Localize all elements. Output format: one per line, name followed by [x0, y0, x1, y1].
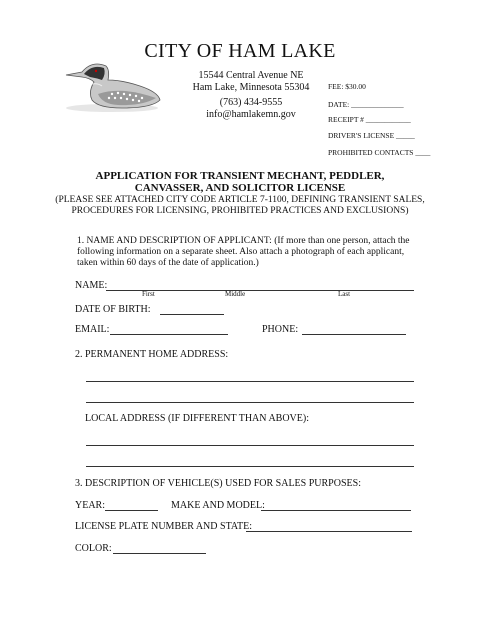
- email-line[interactable]: [110, 334, 228, 335]
- section-1-instructions: 1. NAME AND DESCRIPTION OF APPLICANT: (If more than one person, attach the following information on a separate sheet. Also attach a photograph of each applicant, taken within 60 days of the date of application.): [77, 236, 410, 268]
- phone-label: PHONE:: [262, 324, 299, 335]
- dob-line[interactable]: [160, 314, 224, 315]
- make-model-line[interactable]: [261, 510, 411, 511]
- vehicle-section-label: 3. DESCRIPTION OF VEHICLE(S) USED FOR SALES PURPOSES:: [75, 478, 361, 489]
- middle-name-caption: Middle: [225, 290, 246, 298]
- local-address-line-1[interactable]: [86, 445, 414, 446]
- permanent-address-label: 2. PERMANENT HOME ADDRESS:: [75, 349, 229, 360]
- local-address-line-2[interactable]: [86, 466, 414, 467]
- form-title-line-1: APPLICATION FOR TRANSIENT MECHANT, PEDDLER,: [95, 170, 385, 182]
- email-label: EMAIL:: [75, 324, 110, 335]
- city-phone: (763) 434-9555: [219, 97, 283, 108]
- office-receipt: RECEIPT # ____________: [328, 115, 411, 124]
- phone-line[interactable]: [302, 334, 406, 335]
- color-label: COLOR:: [75, 543, 112, 554]
- name-label: NAME:: [75, 280, 108, 291]
- last-name-caption: Last: [338, 290, 351, 298]
- license-plate-line[interactable]: [246, 531, 412, 532]
- license-plate-label: LICENSE PLATE NUMBER AND STATE:: [75, 521, 252, 532]
- form-note-line-2: PROCEDURES FOR LICENSING, PROHIBITED PRACTICES AND EXCLUSIONS): [71, 206, 409, 216]
- office-drivers-license: DRIVER'S LICENSE _____: [328, 131, 415, 140]
- fee-text: FEE: $30.00: [328, 82, 366, 91]
- office-date: DATE: ______________: [328, 100, 404, 109]
- city-title: CITY OF HAM LAKE: [144, 40, 336, 62]
- dob-label: DATE OF BIRTH:: [75, 304, 151, 315]
- make-model-label: MAKE AND MODEL:: [171, 500, 265, 511]
- address-line-2: Ham Lake, Minnesota 55304: [192, 82, 310, 93]
- permanent-address-line-1[interactable]: [86, 381, 414, 382]
- permanent-address-line-2[interactable]: [86, 402, 414, 403]
- year-label: YEAR:: [75, 500, 105, 511]
- office-prohibited-contacts: PROHIBITED CONTACTS ____: [328, 148, 431, 157]
- city-email: info@hamlakemn.gov: [206, 109, 296, 120]
- color-line[interactable]: [113, 553, 206, 554]
- form-title-line-2: CANVASSER, AND SOLICITOR LICENSE: [134, 182, 346, 194]
- local-address-label: LOCAL ADDRESS (IF DIFFERENT THAN ABOVE):: [85, 413, 309, 424]
- form-note-line-1: (PLEASE SEE ATTACHED CITY CODE ARTICLE 7-1100, DEFINING TRANSIENT SALES,: [55, 195, 425, 205]
- year-line[interactable]: [105, 510, 158, 511]
- first-name-caption: First: [142, 290, 155, 298]
- address-line-1: 15544 Central Avenue NE: [198, 70, 304, 81]
